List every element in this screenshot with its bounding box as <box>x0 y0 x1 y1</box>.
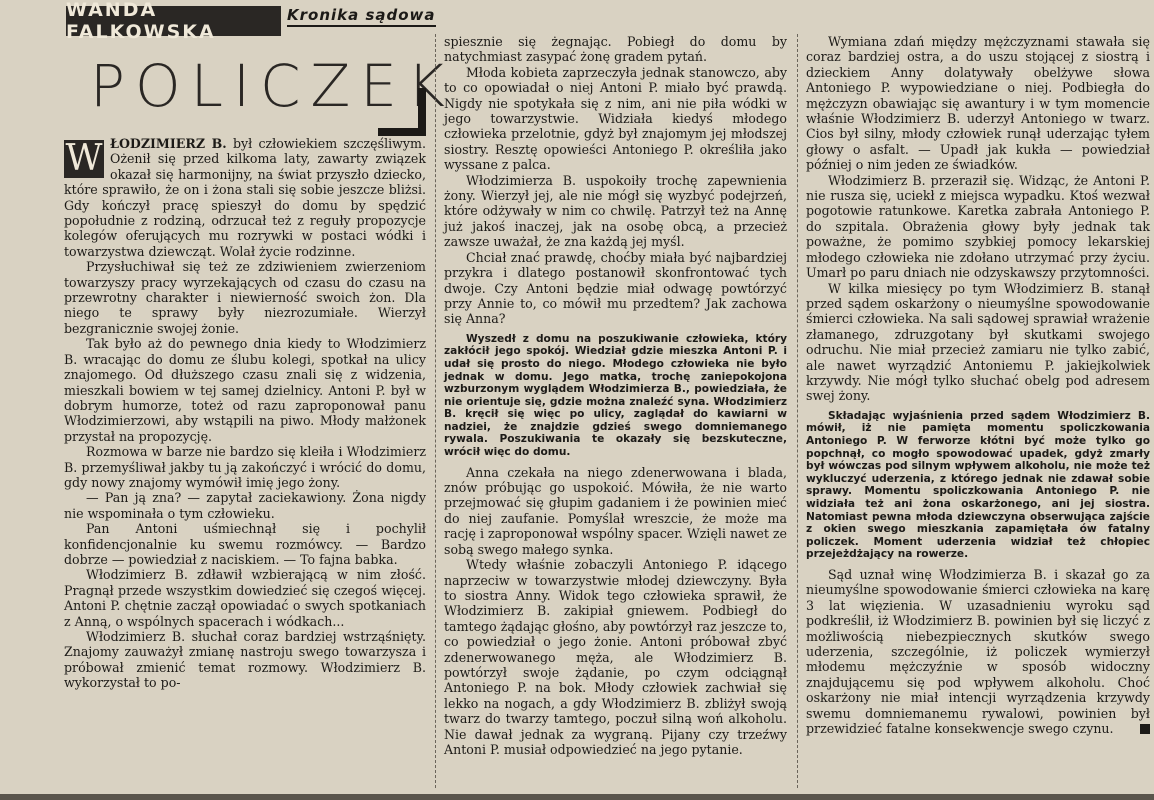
paragraph: Pan Antoni uśmiechnął się i pochylił konfidencjonalnie ku swemu rozmówcy. — Bardzo dobrze — powiedział z naciskiem. — To fajna babka. <box>64 521 426 567</box>
paragraph: Przysłuchiwał się też ze zdziwieniem zwierzeniom towarzyszy pracy wyrzekających od czasu do czasu na przewrotny charakter i niewierność swoich żon. Dla niego te sprawy były niezrozumiałe. Wierzył bezgranicznie swojej żonie. <box>64 259 426 336</box>
paragraph: spiesznie się żegnając. Pobiegł do domu by natychmiast zasypać żonę gradem pytań. <box>444 34 787 65</box>
paragraph-text: był człowiekiem szczęśliwym. Ożenił się przed kilkoma laty, zawarty związek okazał się harmonijny, na świat przyszło dziecko, które sprawiło, że on i żona stali się sobie jeszcze bliżsi. Gdy kończył pracę spieszył do domu by spędzić popołudnie z rodziną, odrzucał też z reguły propozycje kolegów oferujących mu rozrywki w postaci wódki i towarzystwa dziewcząt. Wolał życie rodzinne. <box>64 136 426 259</box>
small-print-paragraph: Wyszedł z domu na poszukiwanie człowieka, który zakłócił jego spokój. Wiedział gdzie mieszka Antoni P. i udał się prosto do niego. Młodego człowieka nie było jednak w domu. Jego matka, trochę zaniepokojona wzburzonym wyglądem Włodzimierza B., powiedziała, że nie orientuje się, gdzie można znaleźć syna. Włodzimierz B. kręcił się więc po ulicy, zaglądał do kawiarni w nadziei, że znajdzie gdzieś swego domniemanego rywala. Poszukiwania te okazały się bezskuteczne, wrócił więc do domu. <box>444 332 787 459</box>
paragraph: Tak było aż do pewnego dnia kiedy to Włodzimierz B. wracając do domu ze ślubu kolegi, spotkał na ulicy znajomego. Od dłuższego czasu znali się z widzenia, mieszkali bowiem w tej samej dzielnicy. Antoni P. był w dobrym humorze, toteż od razu zaproponował panu Włodzimierzowi, aby wstąpili na piwo. Młody małżonek przystał na propozycję. <box>64 336 426 444</box>
paragraph: W kilka miesięcy po tym Włodzimierz B. stanął przed sądem oskarżony o nieumyślne spowodowanie śmierci człowieka. Na sali sądowej sprawiał wrażenie złamanego, zdruzgotany był skutkami swojego odruchu. Nie miał przecież zamiaru nie tylko zabić, ale nawet wyrządzić Antoniemu P. jakiejkolwiek krzywdy. Nie mógł tylko słuchać obelg pod adresem swej żony. <box>806 280 1150 404</box>
section-tag: Kronika sądowa <box>287 6 436 27</box>
paragraph: Włodzimierz B. zdławił wzbierającą w nim złość. Pragnął przede wszystkim dowiedzieć się czegoś więcej. Antoni P. chętnie zaczął opowiadać o swych spotkaniach z Anną, o wspólnych spacerach i wódkach... <box>64 567 426 629</box>
article-title: POLICZEK <box>90 52 455 120</box>
paragraph <box>806 567 1150 736</box>
paragraph: Wtedy właśnie zobaczyli Antoniego P. idącego naprzeciw w towarzystwie młodej dziewczyny. Była to siostra Anny. Widok tego człowieka sprawił, że Włodzimierz B. zakipiał gniewem. Podbiegł do tamtego żądając głośno, aby powtórzył raz jeszcze to, co powiedział o jego żonie. Antoni próbował zbyć zdenerwowanego męża, ale Włodzimierz B. powtórzył swoje żądanie, po czym odciągnął Antoniego P. na bok. Młody człowiek zachwiał się lekko na nogach, a gdy Włodzimierz B. zbliżył swoją twarz do twarzy tamtego, poczuł silną woń alkoholu. Nie dawał jednak za wygraną. Pijany czy trzeźwy Antoni P. musiał odpowiedzieć na jego pytanie. <box>444 557 787 757</box>
column-divider <box>435 34 436 788</box>
paragraph: Włodzimierz B. słuchał coraz bardziej wstrząśnięty. Znajomy zauważył zmianę nastroju swego towarzysza i próbował zmienić temat rozmowy. Włodzimierz B. wykorzystał to po- <box>64 629 426 691</box>
author-band: WANDA FALKOWSKA <box>66 6 281 36</box>
paragraph: — Pan ją zna? — zapytał zaciekawiony. Żona nigdy nie wspominała o tym człowieku. <box>64 490 426 521</box>
article-column-2 <box>444 34 787 800</box>
column-divider <box>797 34 798 788</box>
small-print-paragraph: Składając wyjaśnienia przed sądem Włodzimierz B. mówił, iż nie pamięta momentu spoliczkowania Antoniego P. W ferworze kłótni być może tylko go popchnął, co mogło spowodować upadek, gdyż zmarły był wówczas pod silnym wpływem alkoholu, nie może też wykluczyć uderzenia, z którego jednak nie zdawał sobie sprawy. Momentu spoliczkowania Antoniego P. nie widziała też ani żona oskarżonego, ani jej siostra. Natomiast pewna młoda dziewczyna obserwująca zajście z okien swego mieszkania zapamiętała ów fatalny policzek. Moment uderzenia widział też chłopiec przejeżdżający na rowerze. <box>806 409 1150 561</box>
article-column-3 <box>806 34 1150 800</box>
article-column-1 <box>64 136 426 800</box>
paragraph: Wymiana zdań między mężczyznami stawała się coraz bardziej ostra, a do uszu stojącej z siostrą i dzieckiem Anny dolatywały obelżywe słowa Antoniego P. wypowiedziane o niej. Podbiegła do mężczyzn obawiając się awantury i w tym momencie właśnie Włodzimierz B. uderzył Antoniego w twarz. Cios był silny, młody człowiek runął uderzając tyłem głowy o asfalt. — Upadł jak kukła — powiedział później o nim jeden ze świadków. <box>806 34 1150 173</box>
corner-ornament <box>378 88 426 136</box>
paragraph: Anna czekała na niego zdenerwowana i blada, znów próbując go uspokoić. Mówiła, że nie warto przejmować się głupim gadaniem i że powinien mieć do niej zaufanie. Pomyślał wreszcie, że może ma rację i zaproponował wspólny spacer. Wzięli nawet ze sobą swego małego synka. <box>444 464 787 557</box>
drop-cap: W <box>65 138 103 179</box>
paragraph: Młoda kobieta zaprzeczyła jednak stanowczo, aby to co opowiadał o niej Antoni P. miało być prawdą. Nigdy nie spotykała się z nim, ani nie piła wódki w jego towarzystwie. Widziała kiedyś młodego człowieka przelotnie, gdyż był znajomym jej młodszej siostry. Resztę opowieści Antoniego P. określiła jako wyssane z palca. <box>444 64 787 173</box>
paragraph: Włodzimierz B. przeraził się. Widząc, że Antoni P. nie rusza się, uciekł z miejsca wypadku. Ktoś wezwał pogotowie ratunkowe. Karetka zabrała Antoniego P. do szpitala. Obrażenia głowy były jednak tak poważne, że pomimo szybkiej pomocy lekarskiej młodego człowieka nie zdołano utrzymać przy życiu. Umarł po paru dniach nie odzyskawszy przytomności. <box>806 172 1150 281</box>
paragraph <box>64 136 426 259</box>
bottom-rule <box>0 794 1154 800</box>
paragraph: Chciał znać prawdę, choćby miała być najbardziej przykra i dlatego postanowił skonfrontować tych dwoje. Czy Antoni będzie miał odwagę powtórzyć przy Annie to, co mówił mu przedtem? Jak zachowa się Anna? <box>444 249 787 327</box>
lead-name: ŁODZIMIERZ B. <box>110 136 227 151</box>
end-of-article-square-icon <box>1140 724 1150 734</box>
paragraph: Włodzimierza B. uspokoiły trochę zapewnienia żony. Wierzył jej, ale nie mógł się wyzbyć podejrzeń, które odżywały w nim co chwilę. Patrzył też na Annę już jakoś inaczej, jak na osobę obcą, a przecież zawsze uważał, że zna każdą jej myśl. <box>444 172 787 250</box>
paragraph-text: Sąd uznał winę Włodzimierza B. i skazał go za nieumyślne spowodowanie śmierci człowieka na karę 3 lat więzienia. W uzasadnieniu wyroku sąd podkreślił, iż Włodzimierz B. powinien był się liczyć z możliwością niebezpiecznych skutków swego uderzenia, szczególnie, iż policzek wymierzył młodemu mężczyźnie w sposób widoczny znajdującemu się pod wpływem alkoholu. Choć oskarżony nie miał intencji wyrządzenia krzywdy swemu domniemanemu rywalowi, powinien był przewidzieć fatalne konsekwencje swego czynu. <box>806 566 1150 736</box>
paragraph: Rozmowa w barze nie bardzo się kleiła i Włodzimierz B. przemyśliwał jakby tu ją zakończyć i wrócić do domu, gdy nowy znajomy wymówił imię jego żony. <box>64 444 426 490</box>
